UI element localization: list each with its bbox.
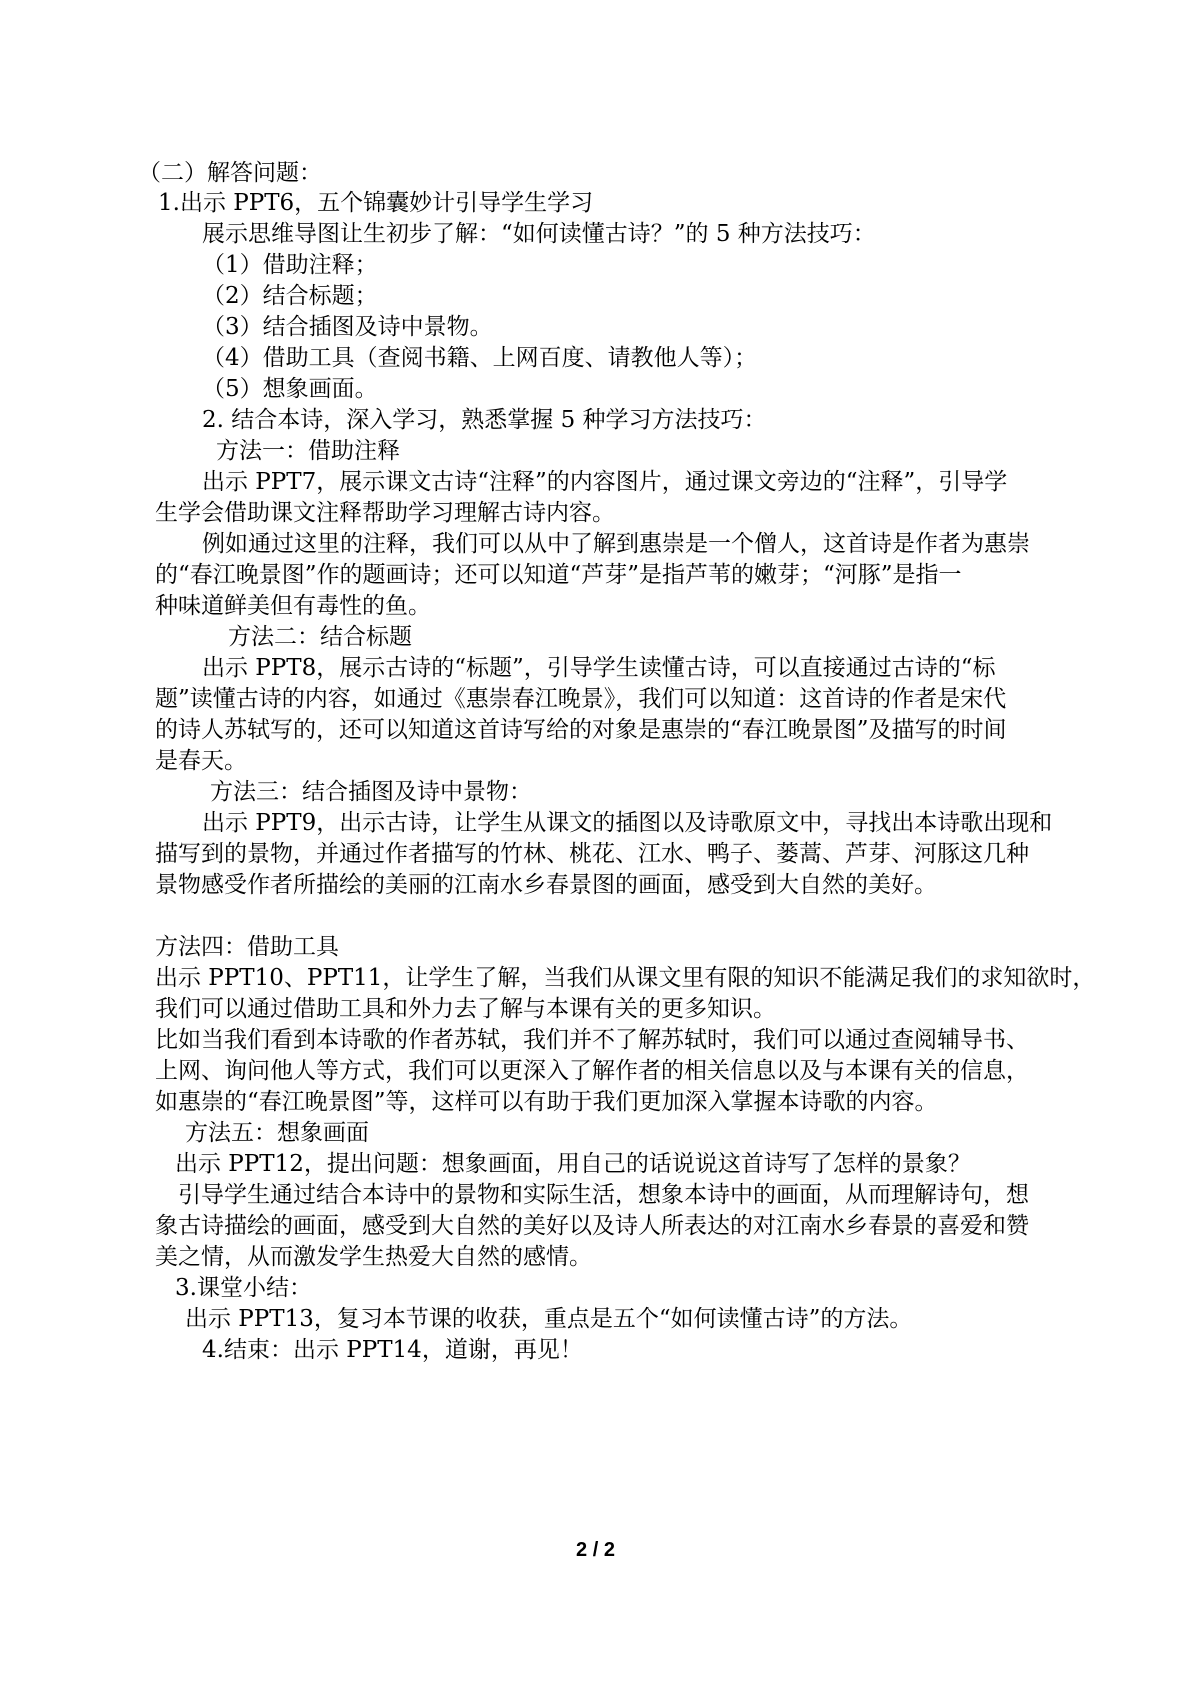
step-heading: 2. 结合本诗，深入学习，熟悉掌握 5 种学习方法技巧： bbox=[202, 407, 767, 433]
step-heading: 1.出示 PPT6，五个锦囊妙计引导学生学习 bbox=[158, 190, 594, 216]
paragraph-line: 景物感受作者所描绘的美丽的江南水乡春景图的画面，感受到大自然的美好。 bbox=[155, 872, 937, 898]
paragraph-line: 描写到的景物，并通过作者描写的竹林、桃花、江水、鸭子、蒌蒿、芦芽、河豚这几种 bbox=[155, 841, 1029, 867]
method-heading: 方法三：结合插图及诗中景物： bbox=[210, 779, 532, 805]
paragraph-line: 如惠崇的“春江晚景图”等，这样可以有助于我们更加深入掌握本诗歌的内容。 bbox=[155, 1089, 938, 1115]
list-item: （1）借助注释； bbox=[202, 252, 378, 278]
paragraph-line: 出示 PPT9，出示古诗，让学生从课文的插图以及诗歌原文中，寻找出本诗歌出现和 bbox=[202, 810, 1053, 836]
paragraph-line: 出示 PPT7，展示课文古诗“注释”的内容图片，通过课文旁边的“注释”，引导学 bbox=[202, 469, 1008, 495]
paragraph-line: 上网、询问他人等方式，我们可以更深入了解作者的相关信息以及与本课有关的信息， bbox=[155, 1058, 1029, 1084]
list-item: （4）借助工具（查阅书籍、上网百度、请教他人等）； bbox=[202, 345, 758, 371]
list-item: （2）结合标题； bbox=[202, 283, 378, 309]
method-heading: 方法二：结合标题 bbox=[228, 624, 412, 650]
section-heading: （二）解答问题： bbox=[138, 160, 322, 186]
list-item: （3）结合插图及诗中景物。 bbox=[202, 314, 493, 340]
list-item: （5）想象画面。 bbox=[202, 376, 378, 402]
paragraph-line: 是春天。 bbox=[155, 748, 247, 774]
paragraph-line: 的“春江晚景图”作的题画诗；还可以知道“芦芽”是指芦苇的嫩芽；“河豚”是指一 bbox=[155, 562, 962, 588]
paragraph-line: 出示 PPT8，展示古诗的“标题”，引导学生读懂古诗，可以直接通过古诗的“标 bbox=[202, 655, 996, 681]
method-heading: 方法四：借助工具 bbox=[155, 934, 339, 960]
paragraph-line: 展示思维导图让生初步了解：“如何读懂古诗？”的 5 种方法技巧： bbox=[202, 221, 876, 247]
page-number: 2 / 2 bbox=[576, 1539, 615, 1561]
paragraph-line: 引导学生通过结合本诗中的景物和实际生活，想象本诗中的画面，从而理解诗句，想 bbox=[178, 1182, 1029, 1208]
paragraph-line: 美之情，从而激发学生热爱大自然的感情。 bbox=[155, 1244, 592, 1270]
paragraph-line: 比如当我们看到本诗歌的作者苏轼，我们并不了解苏轼时，我们可以通过查阅辅导书、 bbox=[155, 1027, 1029, 1053]
paragraph-line: 的诗人苏轼写的，还可以知道这首诗写给的对象是惠崇的“春江晚景图”及描写的时间 bbox=[155, 717, 1007, 743]
step-heading: 3.课堂小结： bbox=[175, 1275, 312, 1301]
paragraph-line: 生学会借助课文注释帮助学习理解古诗内容。 bbox=[155, 500, 615, 526]
method-heading: 方法一：借助注释 bbox=[216, 438, 400, 464]
paragraph-line: 出示 PPT10、PPT11，让学生了解，当我们从课文里有限的知识不能满足我们的求知欲时， bbox=[155, 965, 1096, 991]
paragraph-line: 出示 PPT13，复习本节课的收获，重点是五个“如何读懂古诗”的方法。 bbox=[185, 1306, 913, 1332]
paragraph-line: 出示 PPT12，提出问题：想象画面，用自己的话说说这首诗写了怎样的景象？ bbox=[175, 1151, 971, 1177]
step-heading: 4.结束：出示 PPT14，道谢，再见！ bbox=[202, 1337, 583, 1363]
paragraph-line: 象古诗描绘的画面，感受到大自然的美好以及诗人所表达的对江南水乡春景的喜爱和赞 bbox=[155, 1213, 1029, 1239]
method-heading: 方法五：想象画面 bbox=[185, 1120, 369, 1146]
paragraph-line: 种味道鲜美但有毒性的鱼。 bbox=[155, 593, 431, 619]
paragraph-line: 例如通过这里的注释，我们可以从中了解到惠崇是一个僧人，这首诗是作者为惠崇 bbox=[202, 531, 1030, 557]
paragraph-line: 题”读懂古诗的内容，如通过《惠崇春江晚景》，我们可以知道：这首诗的作者是宋代 bbox=[155, 686, 1007, 712]
paragraph-line: 我们可以通过借助工具和外力去了解与本课有关的更多知识。 bbox=[155, 996, 776, 1022]
